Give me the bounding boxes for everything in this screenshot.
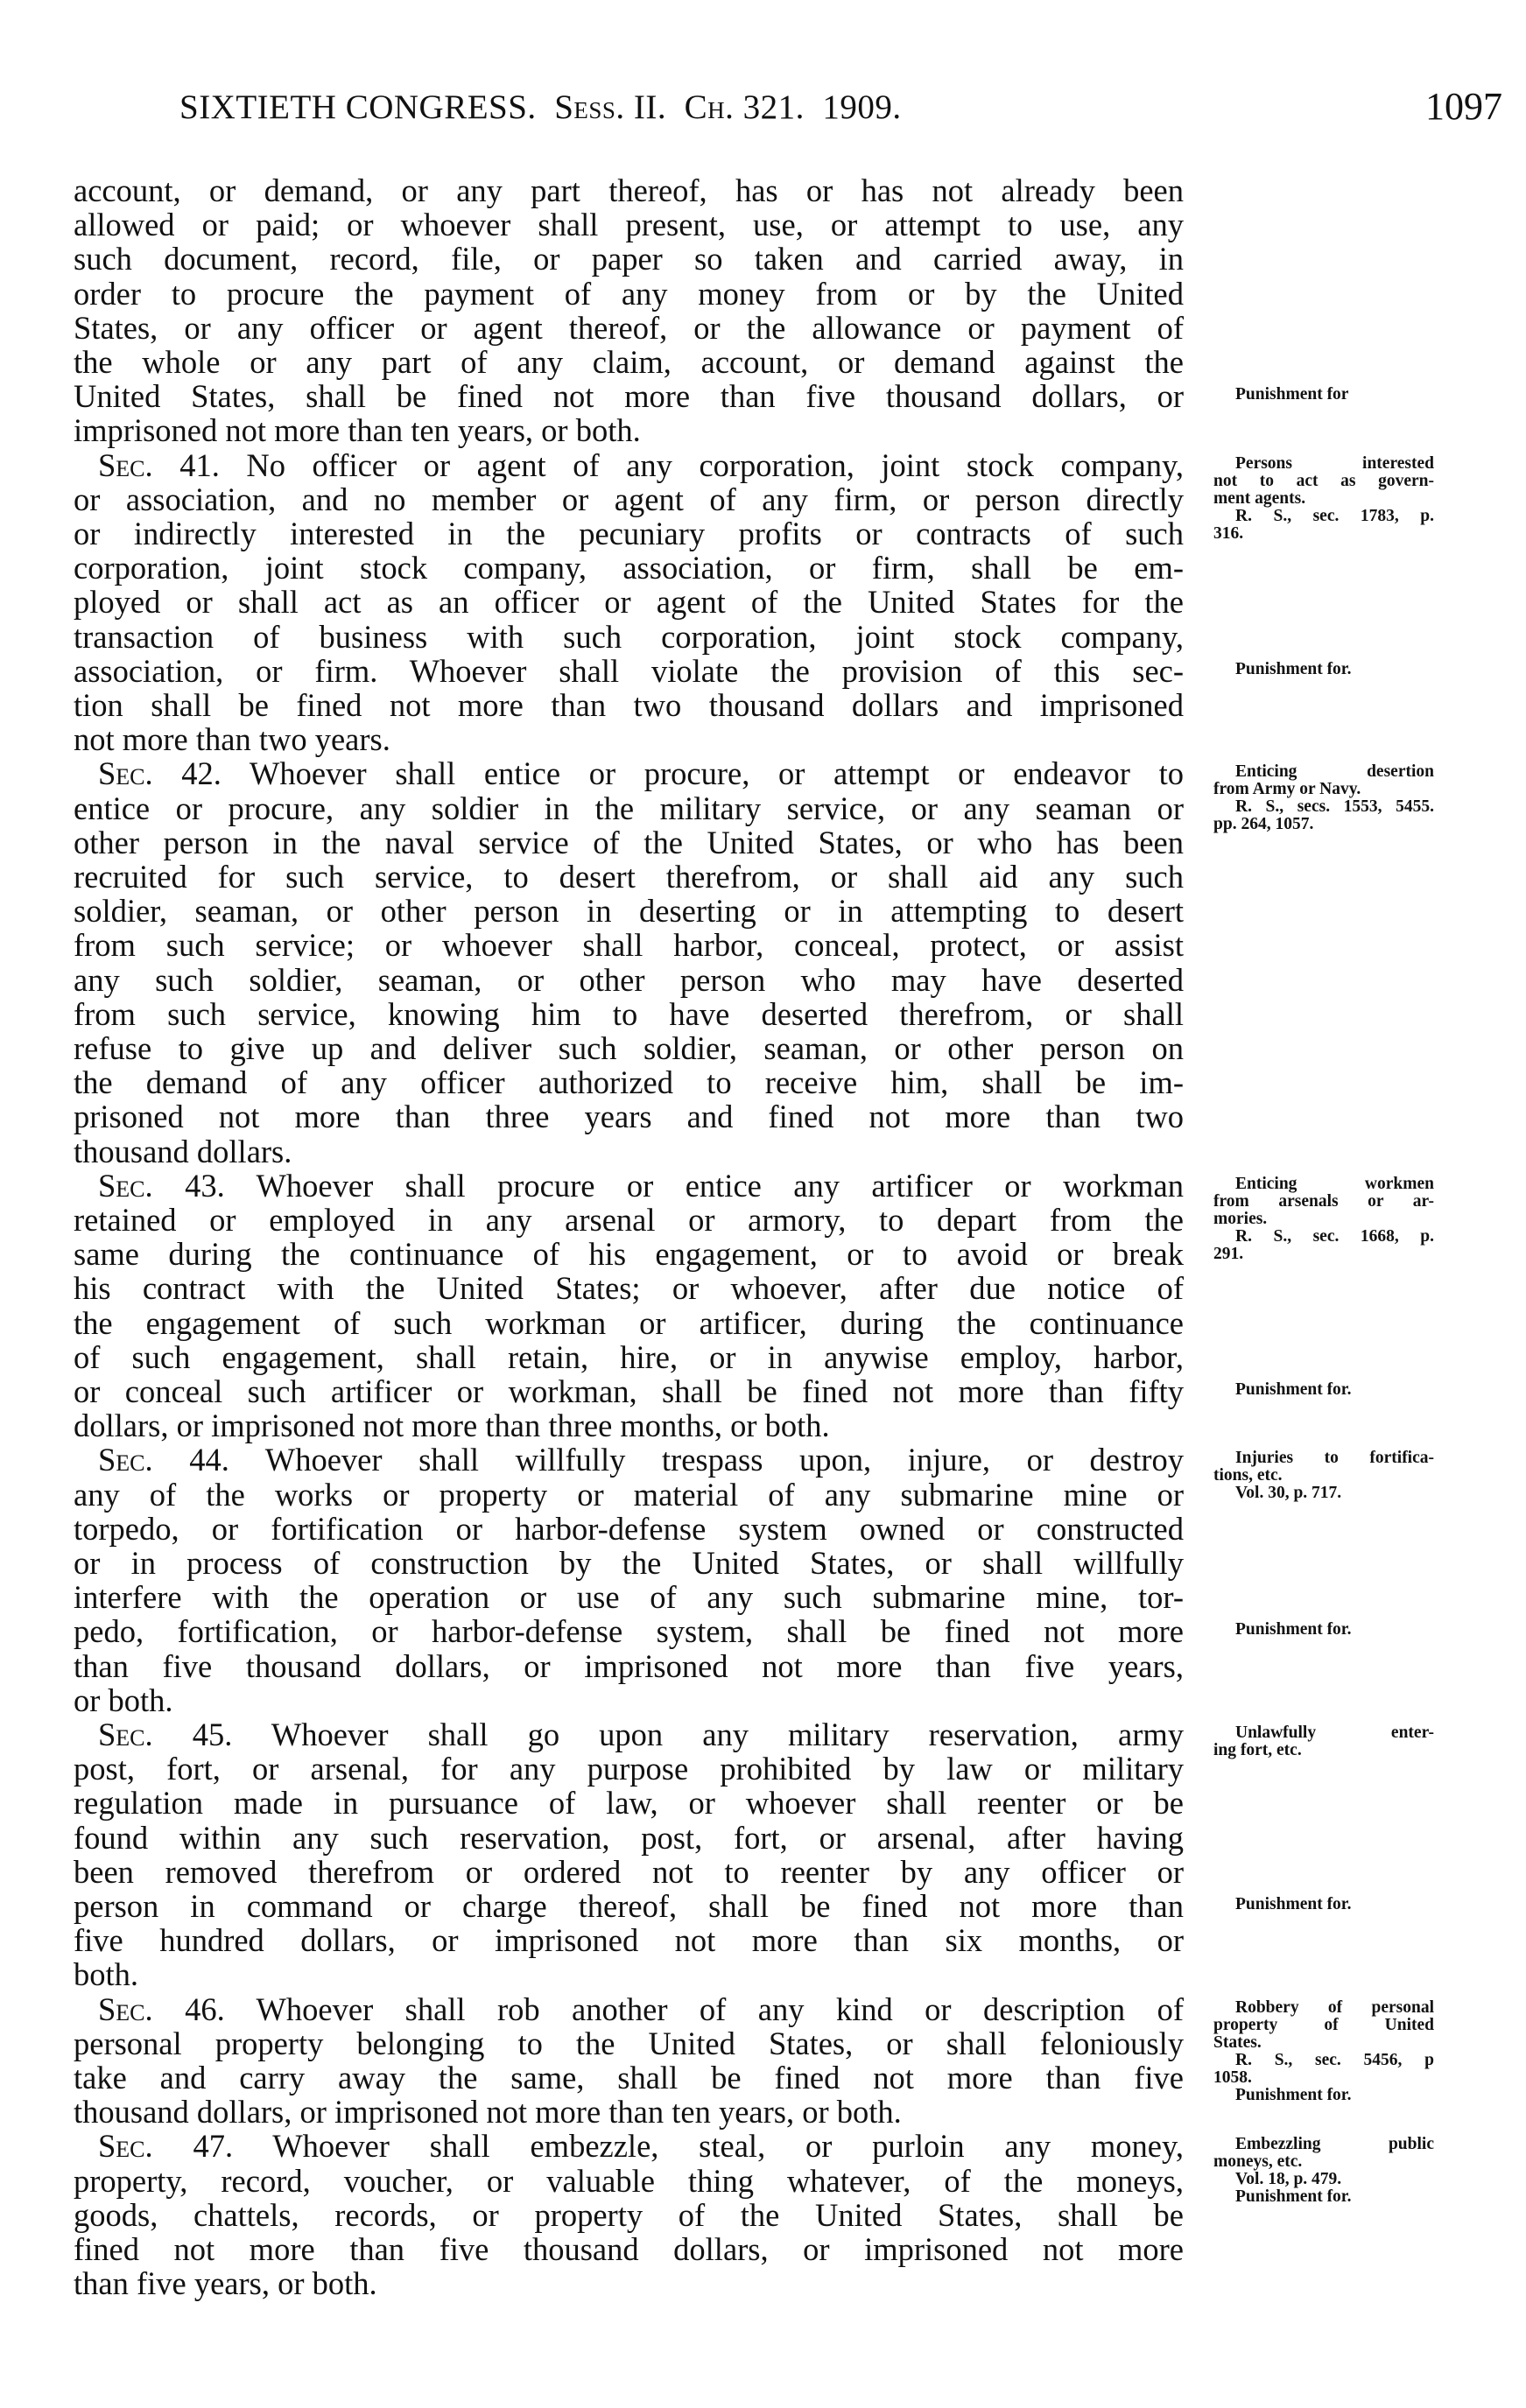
text-line: regulation made in pursuance of law, or whoever shall reenter or be (74, 1785, 1184, 1822)
text-line: five hundred dollars, or imprisoned not more than six months, or (74, 1922, 1184, 1959)
text-line: such document, record, file, or paper so taken and carried away, in (74, 241, 1184, 277)
text-line: Sec. 47. Whoever shall embezzle, steal, or purloin any money, (98, 2128, 1185, 2165)
text-line: than five years, or both. (74, 2265, 377, 2302)
text-line: Sec. 41. No officer or agent of any corporation, joint stock company, (98, 446, 1184, 483)
margin-note (1213, 1450, 1434, 1502)
header-chapter: Ch. 321. (684, 88, 805, 126)
margin-note-line: Unlawfully enter- (1235, 1724, 1434, 1742)
text-line: property, record, voucher, or valuable thing whatever, of the moneys, (74, 2162, 1184, 2199)
margin-note-line: tions, etc. (1213, 1466, 1283, 1485)
margin-note-line: from arsenals or ar- (1213, 1191, 1434, 1211)
text-line: thousand dollars, or imprisoned not more than ten years, or both. (74, 2094, 902, 2131)
text-line: the engagement of such workman or artificer, during the continuance (74, 1304, 1184, 1341)
text-line: association, or firm. Whoever shall violate the provision of this sec- (74, 652, 1184, 689)
margin-note-line: Vol. 30, p. 717. (1235, 1484, 1342, 1503)
margin-note-line: mories. (1213, 1209, 1268, 1228)
text-line: transaction of business with such corporation, joint stock company, (74, 618, 1184, 655)
margin-note-line: Punishment for. (1235, 2187, 1352, 2207)
text-line: ployed or shall act as an officer or agent of the United States for the (74, 584, 1184, 621)
margin-note (1213, 2136, 1434, 2206)
margin-note-line: not to act as govern- (1213, 471, 1434, 490)
text-line: imprisoned not more than ten years, or both. (74, 412, 641, 449)
text-line: Sec. 46. Whoever shall rob another of any kind or description of (98, 1990, 1185, 2027)
text-line: torpedo, or fortification or harbor-defense system owned or constructed (74, 1510, 1184, 1547)
margin-note-line: property of United (1213, 2015, 1434, 2034)
margin-note-line: moneys, etc. (1213, 2152, 1303, 2172)
text-line: any of the works or property or material of any submarine mine or (74, 1476, 1184, 1513)
header-congress: SIXTIETH CONGRESS. (179, 88, 537, 126)
margin-note-line: ment agents. (1213, 488, 1306, 508)
margin-note-line: Enticing desertion (1235, 762, 1434, 782)
text-line: goods, chattels, records, or property of the United States, shall be (74, 2196, 1184, 2233)
text-line: refuse to give up and deliver such soldier, seaman, or other person on (74, 1030, 1184, 1066)
margin-note-line: Punishment for. (1235, 2085, 1352, 2104)
margin-note-line: States. (1213, 2032, 1262, 2052)
margin-note-line: Punishment for. (1235, 659, 1352, 678)
margin-note-line: R. S., sec. 1668, p. (1235, 1226, 1434, 1246)
margin-note-line: 316. (1213, 523, 1244, 543)
section-label: Sec. 45. (98, 1716, 233, 1752)
text-line: fined not more than five thousand dollars, or imprisoned not more (74, 2231, 1184, 2267)
text-line: Sec. 42. Whoever shall entice or procure, or attempt or endeavor to (98, 755, 1185, 792)
text-line: account, or demand, or any part thereof, has or has not already been (74, 172, 1184, 208)
text-line: take and carry away the same, shall be fined not more than five (74, 2060, 1184, 2096)
text-line: entice or procure, any soldier in the military service, or any seaman or (74, 790, 1184, 826)
text-line: Sec. 44. Whoever shall willfully trespass upon, injure, or destroy (98, 1442, 1184, 1478)
margin-note-line: Punishment for. (1235, 1380, 1352, 1399)
section-label: Sec. 43. (98, 1167, 225, 1204)
section-label: Sec. 47. (98, 2128, 234, 2165)
margin-note (1213, 1621, 1434, 1639)
text-line: or in process of construction by the United States, or shall willfully (74, 1545, 1184, 1581)
margin-note (1213, 455, 1434, 543)
section-label: Sec. 42. (98, 755, 222, 792)
running-header (179, 88, 902, 127)
section-label: Sec. 41. (98, 446, 220, 483)
text-line: retained or employed in any arsenal or armory, to depart from the (74, 1202, 1184, 1238)
text-line: Sec. 45. Whoever shall go upon any military reservation, army (98, 1716, 1185, 1752)
margin-note-line: 291. (1213, 1244, 1244, 1263)
text-line: not more than two years. (74, 721, 390, 758)
text-line: any such soldier, seaman, or other person who may have deserted (74, 961, 1184, 998)
margin-note (1213, 1176, 1434, 1263)
text-line: soldier, seaman, or other person in deserting or in attempting to desert (74, 893, 1184, 930)
text-line: been removed therefrom or ordered not to reenter by any officer or (74, 1853, 1184, 1890)
margin-note-line: Punishment for (1235, 385, 1349, 404)
margin-note (1213, 1724, 1434, 1759)
margin-note-line: R. S., secs. 1553, 5455. (1235, 797, 1434, 817)
header-year: 1909. (822, 88, 902, 126)
margin-note (1213, 386, 1434, 404)
text-line: than five thousand dollars, or imprisoned not more than five years, (74, 1647, 1184, 1684)
margin-note (1213, 1999, 1434, 2104)
margin-note-line: ing fort, etc. (1213, 1741, 1302, 1759)
margin-note (1213, 661, 1434, 678)
margin-note-line: R. S., sec. 1783, p. (1235, 506, 1434, 525)
margin-note-line: Persons interested (1235, 453, 1434, 473)
header-session: Sess. II. (554, 88, 667, 126)
text-line: other person in the naval service of the United States, or who has been (74, 824, 1184, 860)
text-line: interfere with the operation or use of any such submarine mine, tor- (74, 1579, 1184, 1616)
text-line: or indirectly interested in the pecuniary profits or contracts of such (74, 516, 1184, 551)
text-line: the whole or any part of any claim, account, or demand against the (74, 344, 1184, 380)
margin-note-line: Vol. 18, p. 479. (1235, 2170, 1342, 2189)
section-label: Sec. 46. (98, 1990, 225, 2027)
section-label: Sec. 44. (98, 1442, 229, 1478)
text-line: person in command or charge thereof, shall be fined not more than (74, 1888, 1184, 1924)
margin-note-line: Enticing workmen (1235, 1174, 1434, 1193)
text-line: Sec. 43. Whoever shall procure or entice any artificer or workman (98, 1167, 1184, 1204)
text-line: his contract with the United States; or whoever, after due notice of (74, 1270, 1184, 1307)
text-line: corporation, joint stock company, association, or firm, shall be em- (74, 550, 1184, 586)
margin-note-line: Injuries to fortifica- (1235, 1449, 1434, 1468)
text-line: pedo, fortification, or harbor-defense system, shall be fined not more (74, 1613, 1184, 1650)
margin-note-line: R. S., sec. 5456, p (1235, 2050, 1434, 2069)
margin-note-line: pp. 264, 1057. (1213, 815, 1314, 834)
margin-note (1213, 1896, 1434, 1913)
text-line: prisoned not more than three years and fined not more than two (74, 1099, 1184, 1135)
margin-note-line: from Army or Navy. (1213, 780, 1361, 799)
text-line: personal property belonging to the United States, or shall feloniously (74, 2025, 1184, 2061)
margin-note (1213, 763, 1434, 833)
text-line: from such service, knowing him to have deserted therefrom, or shall (74, 995, 1184, 1032)
text-line: found within any such reservation, post, fort, or arsenal, after having (74, 1819, 1184, 1856)
margin-note-line: Embezzling public (1235, 2135, 1434, 2154)
margin-note-line: Punishment for. (1235, 1620, 1352, 1639)
margin-note-line: Robbery of personal (1235, 1997, 1434, 2017)
margin-note-line: Punishment for. (1235, 1895, 1352, 1913)
text-line: order to procure the payment of any money from or by the United (74, 275, 1184, 312)
text-line: allowed or paid; or whoever shall present, use, or attempt to use, any (74, 207, 1184, 243)
margin-note-line: 1058. (1213, 2068, 1252, 2087)
text-line: thousand dollars. (74, 1133, 292, 1169)
text-line: dollars, or imprisoned not more than three months, or both. (74, 1408, 830, 1444)
page-number: 1097 (1425, 85, 1502, 128)
margin-note (1213, 1381, 1434, 1399)
text-line: or association, and no member or agent of any firm, or person directly (74, 481, 1184, 517)
text-line: of such engagement, shall retain, hire, or in anywise employ, harbor, (74, 1338, 1184, 1375)
text-line: post, fort, or arsenal, for any purpose prohibited by law or military (74, 1751, 1184, 1787)
text-line: tion shall be fined not more than two thousand dollars and imprisoned (74, 687, 1184, 723)
text-line: United States, shall be fined not more than five thousand dollars, or (74, 378, 1184, 415)
text-line: both. (74, 1956, 139, 1993)
text-line: recruited for such service, to desert therefrom, or shall aid any such (74, 859, 1184, 895)
text-line: the demand of any officer authorized to receive him, shall be im- (74, 1064, 1184, 1101)
text-line: from such service; or whoever shall harbor, conceal, protect, or assist (74, 927, 1184, 964)
text-line: or both. (74, 1681, 173, 1718)
text-line: States, or any officer or agent thereof, or the allowance or payment of (74, 309, 1184, 346)
text-line: same during the continuance of his engagement, or to avoid or break (74, 1236, 1184, 1273)
text-line: or conceal such artificer or workman, shall be fined not more than fifty (74, 1373, 1184, 1409)
